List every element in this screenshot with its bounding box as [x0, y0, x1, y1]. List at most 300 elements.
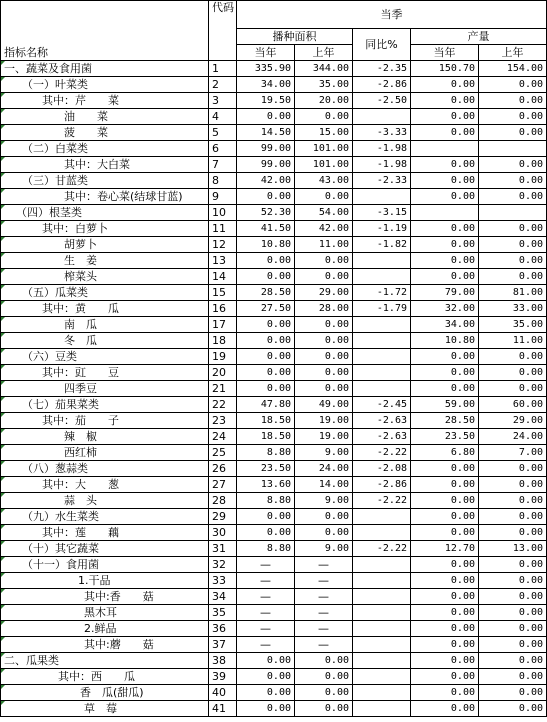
- row-area-this-year-cell[interactable]: [237, 589, 295, 605]
- row-output-last-year-cell[interactable]: [479, 509, 547, 525]
- row-yoy-cell[interactable]: [353, 157, 411, 173]
- row-code-cell[interactable]: [209, 509, 237, 525]
- row-output-last-year-cell[interactable]: [479, 125, 547, 141]
- row-yoy-cell[interactable]: [353, 61, 411, 77]
- row-name-cell[interactable]: [1, 413, 209, 429]
- row-code-cell[interactable]: [209, 381, 237, 397]
- row-area-last-year-cell[interactable]: [295, 285, 353, 301]
- row-name-cell[interactable]: [1, 397, 209, 413]
- row-output-last-year-cell[interactable]: [479, 605, 547, 621]
- row-output-this-year-cell[interactable]: [411, 141, 479, 157]
- row-area-last-year-cell[interactable]: [295, 541, 353, 557]
- row-area-last-year-cell[interactable]: [295, 141, 353, 157]
- row-name-cell[interactable]: [1, 109, 209, 125]
- row-output-this-year-cell[interactable]: [411, 589, 479, 605]
- row-area-this-year-cell[interactable]: [237, 157, 295, 173]
- row-output-last-year-cell[interactable]: [479, 61, 547, 77]
- row-yoy-cell[interactable]: [353, 333, 411, 349]
- row-area-last-year-cell[interactable]: [295, 157, 353, 173]
- row-output-this-year-cell[interactable]: [411, 605, 479, 621]
- table-row: [1, 381, 547, 397]
- row-output-this-year-cell[interactable]: [411, 125, 479, 141]
- row-yoy-cell[interactable]: [353, 589, 411, 605]
- row-area-this-year-cell[interactable]: [237, 653, 295, 669]
- row-yoy-cell[interactable]: [353, 413, 411, 429]
- row-output-last-year-cell[interactable]: [479, 173, 547, 189]
- row-area-last-year-cell[interactable]: [295, 381, 353, 397]
- row-name-cell[interactable]: [1, 493, 209, 509]
- row-output-this-year-cell[interactable]: [411, 621, 479, 637]
- row-output-last-year-cell[interactable]: [479, 253, 547, 269]
- row-output-this-year-cell[interactable]: [411, 77, 479, 93]
- row-yoy-cell[interactable]: [353, 221, 411, 237]
- row-area-last-year-cell[interactable]: [295, 365, 353, 381]
- row-area-this-year-cell[interactable]: [237, 61, 295, 77]
- row-name-cell[interactable]: [1, 509, 209, 525]
- row-code-cell[interactable]: [209, 141, 237, 157]
- row-name-cell[interactable]: [1, 669, 209, 685]
- row-output-this-year-cell[interactable]: [411, 525, 479, 541]
- row-area-this-year-cell[interactable]: [237, 397, 295, 413]
- row-output-last-year-cell[interactable]: [479, 157, 547, 173]
- row-code-cell[interactable]: [209, 605, 237, 621]
- row-area-last-year-cell[interactable]: [295, 109, 353, 125]
- row-code-cell[interactable]: [209, 701, 237, 717]
- row-output-last-year-cell[interactable]: [479, 573, 547, 589]
- row-name-cell[interactable]: [1, 557, 209, 573]
- row-area-this-year-cell[interactable]: [237, 701, 295, 717]
- row-output-this-year-cell[interactable]: [411, 541, 479, 557]
- row-area-last-year-cell[interactable]: [295, 221, 353, 237]
- row-yoy-cell[interactable]: [353, 701, 411, 717]
- row-yoy-cell[interactable]: [353, 509, 411, 525]
- row-code-cell[interactable]: [209, 109, 237, 125]
- row-area-this-year-cell[interactable]: [237, 205, 295, 221]
- row-output-this-year-cell[interactable]: [411, 317, 479, 333]
- row-output-last-year-cell[interactable]: [479, 333, 547, 349]
- row-area-this-year-cell[interactable]: [237, 237, 295, 253]
- row-area-this-year-cell[interactable]: [237, 685, 295, 701]
- row-name-cell[interactable]: [1, 429, 209, 445]
- row-code-cell[interactable]: [209, 237, 237, 253]
- cell-text: 0.00: [450, 606, 475, 618]
- row-area-last-year-cell[interactable]: [295, 317, 353, 333]
- row-output-this-year-cell[interactable]: [411, 61, 479, 77]
- row-code-cell[interactable]: [209, 429, 237, 445]
- row-area-last-year-cell[interactable]: [295, 477, 353, 493]
- row-output-last-year-cell[interactable]: [479, 189, 547, 205]
- row-output-this-year-cell[interactable]: [411, 365, 479, 381]
- row-yoy-cell[interactable]: [353, 381, 411, 397]
- row-code-cell[interactable]: [209, 413, 237, 429]
- row-code-cell[interactable]: [209, 333, 237, 349]
- row-code-cell[interactable]: [209, 637, 237, 653]
- row-area-this-year-cell[interactable]: [237, 285, 295, 301]
- row-area-this-year-cell[interactable]: [237, 317, 295, 333]
- row-output-last-year-cell[interactable]: [479, 349, 547, 365]
- row-name-cell[interactable]: [1, 301, 209, 317]
- row-area-last-year-cell[interactable]: [295, 269, 353, 285]
- row-name-cell[interactable]: [1, 333, 209, 349]
- row-output-last-year-cell[interactable]: [479, 237, 547, 253]
- row-area-this-year-cell[interactable]: [237, 269, 295, 285]
- row-name-cell[interactable]: [1, 93, 209, 109]
- row-output-this-year-cell[interactable]: [411, 157, 479, 173]
- row-code-cell[interactable]: [209, 589, 237, 605]
- cell-text: 其中：茄 子: [42, 413, 119, 427]
- row-output-this-year-cell[interactable]: [411, 477, 479, 493]
- row-area-this-year-cell[interactable]: [237, 173, 295, 189]
- row-yoy-cell[interactable]: [353, 621, 411, 637]
- row-area-last-year-cell[interactable]: [295, 685, 353, 701]
- row-name-cell[interactable]: [1, 157, 209, 173]
- row-yoy-cell[interactable]: [353, 349, 411, 365]
- row-output-last-year-cell[interactable]: [479, 637, 547, 653]
- row-output-last-year-cell[interactable]: [479, 205, 547, 221]
- row-name-cell[interactable]: [1, 637, 209, 653]
- row-name-cell[interactable]: [1, 445, 209, 461]
- row-output-this-year-cell[interactable]: [411, 93, 479, 109]
- row-area-this-year-cell[interactable]: [237, 333, 295, 349]
- row-output-last-year-cell[interactable]: [479, 445, 547, 461]
- row-area-this-year-cell[interactable]: [237, 365, 295, 381]
- row-yoy-cell[interactable]: [353, 605, 411, 621]
- row-name-cell[interactable]: [1, 285, 209, 301]
- row-code-cell[interactable]: [209, 349, 237, 365]
- row-area-last-year-cell[interactable]: [295, 77, 353, 93]
- row-code-cell[interactable]: [209, 397, 237, 413]
- row-code-cell[interactable]: [209, 157, 237, 173]
- row-area-last-year-cell[interactable]: [295, 669, 353, 685]
- row-area-this-year-cell[interactable]: [237, 525, 295, 541]
- row-area-this-year-cell[interactable]: [237, 461, 295, 477]
- row-output-last-year-cell[interactable]: [479, 381, 547, 397]
- row-output-this-year-cell[interactable]: [411, 653, 479, 669]
- row-name-cell[interactable]: [1, 189, 209, 205]
- row-output-last-year-cell[interactable]: [479, 461, 547, 477]
- row-code-cell[interactable]: [209, 525, 237, 541]
- row-output-this-year-cell[interactable]: [411, 413, 479, 429]
- row-area-last-year-cell[interactable]: [295, 397, 353, 413]
- row-yoy-cell[interactable]: [353, 317, 411, 333]
- row-name-cell[interactable]: [1, 125, 209, 141]
- row-name-cell[interactable]: [1, 349, 209, 365]
- row-area-last-year-cell[interactable]: [295, 605, 353, 621]
- row-area-last-year-cell[interactable]: [295, 61, 353, 77]
- row-area-last-year-cell[interactable]: [295, 493, 353, 509]
- row-output-last-year-cell[interactable]: [479, 525, 547, 541]
- row-area-last-year-cell[interactable]: [295, 189, 353, 205]
- row-code-cell[interactable]: [209, 125, 237, 141]
- row-area-last-year-cell[interactable]: [295, 525, 353, 541]
- row-code-cell[interactable]: [209, 669, 237, 685]
- row-output-this-year-cell[interactable]: [411, 173, 479, 189]
- row-yoy-cell[interactable]: [353, 109, 411, 125]
- row-output-last-year-cell[interactable]: [479, 221, 547, 237]
- row-area-last-year-cell[interactable]: [295, 253, 353, 269]
- row-code-cell[interactable]: [209, 557, 237, 573]
- row-output-last-year-cell[interactable]: [479, 701, 547, 717]
- row-area-this-year-cell[interactable]: [237, 429, 295, 445]
- row-code-cell[interactable]: [209, 461, 237, 477]
- row-output-last-year-cell[interactable]: [479, 685, 547, 701]
- row-code-cell[interactable]: [209, 189, 237, 205]
- row-area-this-year-cell[interactable]: [237, 669, 295, 685]
- row-output-last-year-cell[interactable]: [479, 93, 547, 109]
- row-area-this-year-cell[interactable]: [237, 349, 295, 365]
- row-area-this-year-cell[interactable]: [237, 301, 295, 317]
- row-output-this-year-cell[interactable]: [411, 669, 479, 685]
- row-yoy-cell[interactable]: [353, 205, 411, 221]
- row-code-cell[interactable]: [209, 653, 237, 669]
- row-yoy-cell[interactable]: [353, 125, 411, 141]
- row-area-this-year-cell[interactable]: [237, 221, 295, 237]
- row-code-cell[interactable]: [209, 205, 237, 221]
- row-yoy-cell[interactable]: [353, 525, 411, 541]
- row-code-cell[interactable]: [209, 269, 237, 285]
- row-area-this-year-cell[interactable]: [237, 573, 295, 589]
- row-area-last-year-cell[interactable]: [295, 461, 353, 477]
- row-yoy-cell[interactable]: [353, 173, 411, 189]
- row-yoy-cell[interactable]: [353, 269, 411, 285]
- row-output-this-year-cell[interactable]: [411, 445, 479, 461]
- row-name-cell[interactable]: [1, 461, 209, 477]
- row-area-this-year-cell[interactable]: [237, 541, 295, 557]
- row-area-this-year-cell[interactable]: [237, 477, 295, 493]
- row-code-cell[interactable]: [209, 541, 237, 557]
- row-area-last-year-cell[interactable]: [295, 205, 353, 221]
- row-area-last-year-cell[interactable]: [295, 509, 353, 525]
- row-yoy-cell[interactable]: [353, 141, 411, 157]
- row-output-last-year-cell[interactable]: [479, 317, 547, 333]
- row-area-this-year-cell[interactable]: [237, 189, 295, 205]
- row-area-last-year-cell[interactable]: [295, 589, 353, 605]
- row-code-cell[interactable]: [209, 365, 237, 381]
- row-yoy-cell[interactable]: [353, 653, 411, 669]
- row-name-cell[interactable]: [1, 269, 209, 285]
- row-area-this-year-cell[interactable]: [237, 125, 295, 141]
- row-area-this-year-cell[interactable]: [237, 109, 295, 125]
- row-output-this-year-cell[interactable]: [411, 637, 479, 653]
- row-name-cell[interactable]: [1, 477, 209, 493]
- row-code-cell[interactable]: [209, 61, 237, 77]
- row-area-last-year-cell[interactable]: [295, 413, 353, 429]
- row-yoy-cell[interactable]: [353, 301, 411, 317]
- row-output-this-year-cell[interactable]: [411, 269, 479, 285]
- row-area-this-year-cell[interactable]: [237, 557, 295, 573]
- row-yoy-cell[interactable]: [353, 637, 411, 653]
- row-yoy-cell[interactable]: [353, 541, 411, 557]
- row-output-this-year-cell[interactable]: [411, 701, 479, 717]
- cell-text: 0.00: [450, 478, 475, 490]
- row-name-cell[interactable]: [1, 381, 209, 397]
- row-name-cell[interactable]: [1, 205, 209, 221]
- row-output-this-year-cell[interactable]: [411, 221, 479, 237]
- row-yoy-cell[interactable]: [353, 573, 411, 589]
- row-area-last-year-cell[interactable]: [295, 573, 353, 589]
- cell-text: 0.00: [518, 158, 544, 170]
- row-output-this-year-cell[interactable]: [411, 429, 479, 445]
- row-yoy-cell[interactable]: [353, 93, 411, 109]
- row-name-cell[interactable]: [1, 77, 209, 93]
- row-area-last-year-cell[interactable]: [295, 93, 353, 109]
- row-code-cell[interactable]: [209, 173, 237, 189]
- row-output-this-year-cell[interactable]: [411, 285, 479, 301]
- cell-text: 0.00: [518, 462, 544, 474]
- table-row: [1, 525, 547, 541]
- row-yoy-cell[interactable]: [353, 253, 411, 269]
- row-output-last-year-cell[interactable]: [479, 557, 547, 573]
- row-yoy-cell[interactable]: [353, 493, 411, 509]
- row-name-cell[interactable]: [1, 685, 209, 701]
- row-name-cell[interactable]: [1, 525, 209, 541]
- row-code-cell[interactable]: [209, 477, 237, 493]
- cell-text: 7.00: [518, 446, 544, 458]
- row-yoy-cell[interactable]: [353, 365, 411, 381]
- row-code-cell[interactable]: [209, 93, 237, 109]
- cell-error-indicator-icon: [1, 701, 5, 705]
- row-output-last-year-cell[interactable]: [479, 397, 547, 413]
- row-output-this-year-cell[interactable]: [411, 237, 479, 253]
- row-name-cell[interactable]: [1, 621, 209, 637]
- row-output-this-year-cell[interactable]: [411, 349, 479, 365]
- cell-text: 101.00: [312, 142, 349, 154]
- row-output-this-year-cell[interactable]: [411, 205, 479, 221]
- row-code-cell[interactable]: [209, 301, 237, 317]
- row-name-cell[interactable]: [1, 589, 209, 605]
- row-output-this-year-cell[interactable]: [411, 685, 479, 701]
- row-yoy-cell[interactable]: [353, 285, 411, 301]
- row-area-last-year-cell[interactable]: [295, 621, 353, 637]
- row-name-cell[interactable]: [1, 605, 209, 621]
- row-output-this-year-cell[interactable]: [411, 573, 479, 589]
- row-area-this-year-cell[interactable]: [237, 77, 295, 93]
- row-yoy-cell[interactable]: [353, 77, 411, 93]
- row-output-last-year-cell[interactable]: [479, 301, 547, 317]
- row-area-last-year-cell[interactable]: [295, 173, 353, 189]
- row-output-last-year-cell[interactable]: [479, 493, 547, 509]
- row-output-this-year-cell[interactable]: [411, 301, 479, 317]
- row-output-last-year-cell[interactable]: [479, 77, 547, 93]
- row-name-cell[interactable]: [1, 61, 209, 77]
- row-name-cell[interactable]: [1, 653, 209, 669]
- row-output-last-year-cell[interactable]: [479, 413, 547, 429]
- row-name-cell[interactable]: [1, 141, 209, 157]
- row-area-this-year-cell[interactable]: [237, 253, 295, 269]
- row-area-last-year-cell[interactable]: [295, 237, 353, 253]
- row-area-this-year-cell[interactable]: [237, 621, 295, 637]
- row-output-this-year-cell[interactable]: [411, 557, 479, 573]
- row-output-last-year-cell[interactable]: [479, 589, 547, 605]
- row-output-this-year-cell[interactable]: [411, 333, 479, 349]
- row-code-cell[interactable]: [209, 621, 237, 637]
- row-yoy-cell[interactable]: [353, 557, 411, 573]
- row-output-last-year-cell[interactable]: [479, 109, 547, 125]
- row-area-last-year-cell[interactable]: [295, 445, 353, 461]
- row-name-cell[interactable]: [1, 173, 209, 189]
- row-output-last-year-cell[interactable]: [479, 477, 547, 493]
- row-code-cell[interactable]: [209, 317, 237, 333]
- row-output-last-year-cell[interactable]: [479, 669, 547, 685]
- cell-text: 0.00: [518, 638, 544, 650]
- row-area-this-year-cell[interactable]: [237, 445, 295, 461]
- row-name-cell[interactable]: [1, 237, 209, 253]
- row-yoy-cell[interactable]: [353, 429, 411, 445]
- row-area-this-year-cell[interactable]: [237, 381, 295, 397]
- row-code-cell[interactable]: [209, 685, 237, 701]
- row-area-this-year-cell[interactable]: [237, 637, 295, 653]
- row-code-cell[interactable]: [209, 221, 237, 237]
- row-area-last-year-cell[interactable]: [295, 653, 353, 669]
- row-name-cell[interactable]: [1, 221, 209, 237]
- row-output-this-year-cell[interactable]: [411, 461, 479, 477]
- row-yoy-cell[interactable]: [353, 445, 411, 461]
- row-code-cell[interactable]: [209, 253, 237, 269]
- row-yoy-cell[interactable]: [353, 237, 411, 253]
- row-area-last-year-cell[interactable]: [295, 349, 353, 365]
- row-name-cell[interactable]: [1, 701, 209, 717]
- row-area-last-year-cell[interactable]: [295, 557, 353, 573]
- row-area-this-year-cell[interactable]: [237, 413, 295, 429]
- row-code-cell[interactable]: [209, 493, 237, 509]
- row-yoy-cell[interactable]: [353, 669, 411, 685]
- row-output-last-year-cell[interactable]: [479, 653, 547, 669]
- row-output-last-year-cell[interactable]: [479, 541, 547, 557]
- row-output-last-year-cell[interactable]: [479, 141, 547, 157]
- row-output-this-year-cell[interactable]: [411, 397, 479, 413]
- row-area-last-year-cell[interactable]: [295, 301, 353, 317]
- row-output-this-year-cell[interactable]: [411, 109, 479, 125]
- row-name-cell[interactable]: [1, 253, 209, 269]
- row-output-this-year-cell[interactable]: [411, 493, 479, 509]
- row-output-this-year-cell[interactable]: [411, 253, 479, 269]
- row-output-this-year-cell[interactable]: [411, 381, 479, 397]
- row-output-this-year-cell[interactable]: [411, 189, 479, 205]
- row-yoy-cell[interactable]: [353, 189, 411, 205]
- row-area-last-year-cell[interactable]: [295, 333, 353, 349]
- row-yoy-cell[interactable]: [353, 397, 411, 413]
- row-code-cell[interactable]: [209, 77, 237, 93]
- row-yoy-cell[interactable]: [353, 685, 411, 701]
- row-name-cell[interactable]: [1, 365, 209, 381]
- row-area-this-year-cell[interactable]: [237, 605, 295, 621]
- row-output-last-year-cell[interactable]: [479, 429, 547, 445]
- row-area-last-year-cell[interactable]: [295, 125, 353, 141]
- row-area-this-year-cell[interactable]: [237, 141, 295, 157]
- cell-text: 28.50: [444, 414, 475, 426]
- row-name-cell[interactable]: [1, 573, 209, 589]
- row-output-last-year-cell[interactable]: [479, 365, 547, 381]
- row-yoy-cell[interactable]: [353, 477, 411, 493]
- row-area-last-year-cell[interactable]: [295, 701, 353, 717]
- row-area-this-year-cell[interactable]: [237, 493, 295, 509]
- row-area-this-year-cell[interactable]: [237, 93, 295, 109]
- row-code-cell[interactable]: [209, 573, 237, 589]
- row-output-last-year-cell[interactable]: [479, 269, 547, 285]
- cell-text: 0.00: [266, 270, 291, 282]
- row-output-this-year-cell[interactable]: [411, 509, 479, 525]
- row-area-last-year-cell[interactable]: [295, 637, 353, 653]
- row-output-last-year-cell[interactable]: [479, 621, 547, 637]
- row-yoy-cell[interactable]: [353, 461, 411, 477]
- row-area-last-year-cell[interactable]: [295, 429, 353, 445]
- row-name-cell[interactable]: [1, 317, 209, 333]
- row-code-cell[interactable]: [209, 285, 237, 301]
- row-area-this-year-cell[interactable]: [237, 509, 295, 525]
- row-name-cell[interactable]: [1, 541, 209, 557]
- row-code-cell[interactable]: [209, 445, 237, 461]
- row-output-last-year-cell[interactable]: [479, 285, 547, 301]
